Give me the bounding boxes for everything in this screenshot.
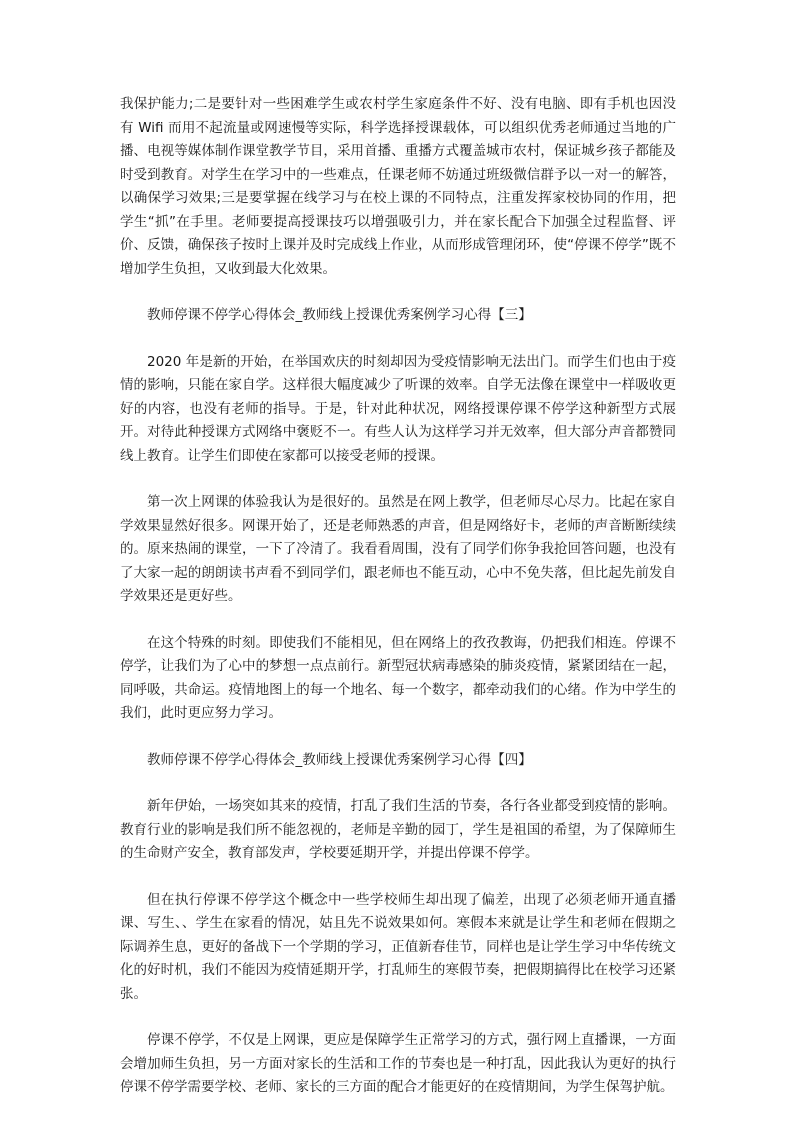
paragraph: 新年伊始，一场突如其来的疫情，打乱了我们生活的节奏，各行各业都受到疫情的影响。教育行业的影响是我们所不能忽视的，老师是辛勤的园丁，学生是祖国的希望，为了保障师生的生命财产安全，教育部发声，学校要延期开学，并提出停课不停学。 [120,798,676,861]
paragraph: 在这个特殊的时刻。即使我们不能相见，但在网络上的孜孜教诲，仍把我们相连。停课不停学，让我们为了心中的梦想一点点前行。新型冠状病毒感染的肺炎疫情，紧紧团结在一起，同呼吸，共命运。疫情地图上的每一个地名、每一个数字，都牵动我们的心绪。作为中学生的我们，此时更应努力学习。 [120,634,676,721]
paragraph: 停课不停学，不仅是上网课，更应是保障学生正常学习的方式，强行网上直播课，一方面会增加师生负担，另一方面对家长的生活和工作的节奏也是一种打乱，因此我认为更好的执行停课不停学需要学校、老师、家长的三方面的配合才能更好的在疫情期间，为学生保驾护航。 [120,1032,676,1095]
paragraph: 第一次上网课的体验我认为是很好的。虽然是在网上教学，但老师尽心尽力。比起在家自学效果显然好很多。网课开始了，还是老师熟悉的声音，但是网络好卡，老师的声音断断续续的。原来热闹的课堂，一下了冷清了。我看看周围，没有了同学们你争我抢回答问题，也没有了大家一起的朗朗读书声看不到同学们，跟老师也不能互动，心中不免失落，但比起先前发自学效果还是更好些。 [120,494,676,604]
paragraph: 2020 年是新的开始，在举国欢庆的时刻却因为受疫情影响无法出门。而学生们也由于疫情的影响，只能在家自学。这样很大幅度减少了听课的效率。自学无法像在课堂中一样吸收更好的内容，也没有老师的指导。于是，针对此种状况，网络授课停课不停学这种新型方式展开。对待此种授课方式网络中褒贬不一。有些人认为这样学习并无效率，但大部分声音都赞同线上教育。让学生们即使在家都可以接受老师的授课。 [120,353,676,464]
document-body [120,93,676,1123]
section-heading-three: 教师停课不停学心得体会_教师线上授课优秀案例学习心得【三】 [147,307,532,323]
paragraph-continuation: 我保护能力;二是要针对一些困难学生或农村学生家庭条件不好、没有电脑、即有手机也因没有 Wifi 而用不起流量或网速慢等实际，科学选择授课载体，可以组织优秀老师通过当地的广播、电视等媒体制作课堂教学节目，采用首播、重播方式覆盖城市农村，保证城乡孩子都能及时受到教育。对学生在学习中的一些难点，任课老师不妨通过班级微信群予以一对一的解答，以确保学习效果;三是要掌握在线学习与在校上课的不同特点，注重发挥家校协同的作用，把学生“抓”在手里。老师要提高授课技巧以增强吸引力，并在家长配合下加强全过程监督、评价、反馈，确保孩子按时上课并及时完成线上作业，从而形成管理闭环，使“停课不停学”既不增加学生负担，又收到最大化效果。 [120,96,676,277]
paragraph: 但在执行停课不停学这个概念中一些学校师生却出现了偏差，出现了必须老师开通直播课、写生、、学生在家看的情况，姑且先不说效果如何。寒假本来就是让学生和老师在假期之际调养生息，更好的备战下一个学期的学习，正值新春佳节，同样也是让学生学习中华传统文化的好时机，我们不能因为疫情延期开学，打乱师生的寒假节奏，把假期搞得比在校学习还紧张。 [120,891,676,1002]
section-heading-four: 教师停课不停学心得体会_教师线上授课优秀案例学习心得【四】 [147,751,532,768]
